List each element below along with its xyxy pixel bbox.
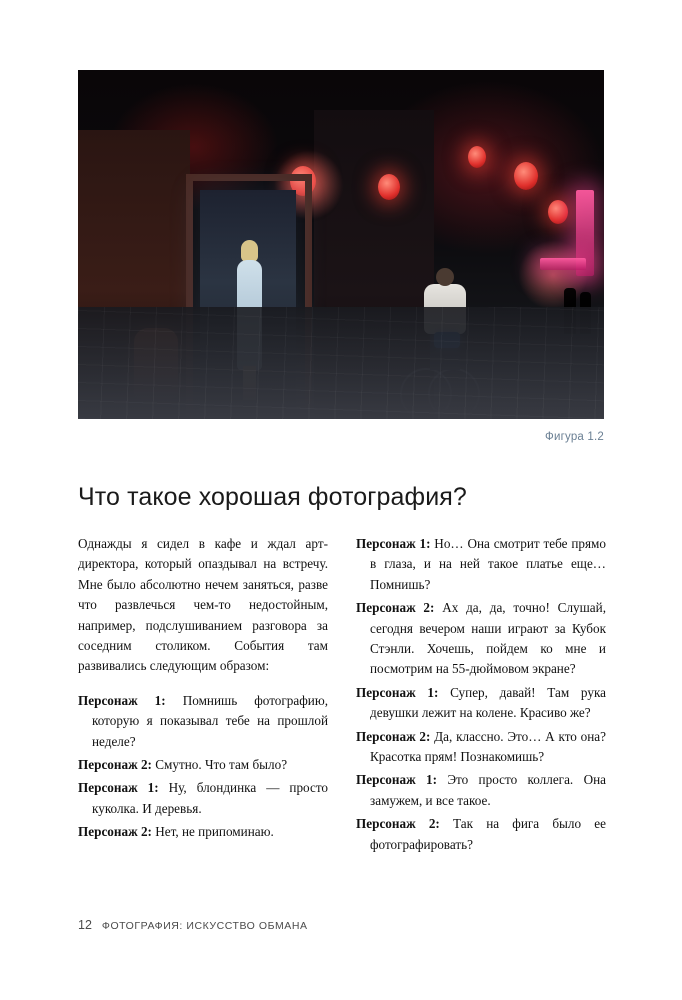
column-left — [78, 534, 328, 858]
page-footer — [78, 918, 308, 932]
street-pavement — [78, 307, 604, 419]
dialog-line — [356, 814, 606, 855]
speaker-label: Персонаж 2: — [356, 600, 435, 616]
lantern-icon — [468, 146, 486, 168]
dialog-text: Ну, блондинка — просто куколка. И деревья. — [92, 780, 329, 816]
speaker-label: Персонаж 1: — [78, 780, 159, 796]
column-right — [356, 534, 606, 858]
lantern-icon — [378, 174, 400, 200]
dialog-text: Так на фига было ее фотографировать? — [370, 816, 606, 852]
speaker-label: Персонаж 1: — [356, 684, 439, 700]
speaker-label: Персонаж 1: — [356, 772, 437, 788]
dialog-text: Это просто коллега. Она замужем, и все такое. — [370, 772, 606, 808]
dialog-line — [78, 822, 328, 842]
lantern-icon — [548, 200, 568, 224]
speaker-label: Персонаж 2: — [356, 728, 431, 744]
head — [436, 268, 454, 286]
night-street-photograph — [78, 70, 604, 419]
speaker-label: Персонаж 2: — [78, 824, 152, 840]
dialog-text: Супер, давай! Там рука девушки лежит на колене. Красиво же? — [370, 684, 607, 721]
dialog-text: Да, классно. Это… А кто она? Красотка прям! Познакомишь? — [370, 728, 607, 765]
speaker-label: Персонаж 1: — [356, 536, 431, 551]
running-head: ФОТОГРАФИЯ: ИСКУССТВО ОБМАНА — [101, 920, 308, 932]
dialog-text: Смутно. Что там было? — [151, 757, 288, 773]
dialog-text: Нет, не припоминаю. — [151, 824, 274, 840]
paragraph: Однажды я сидел в кафе и ждал арт-директора, который опаздывал на встречу. Мне было абсолютно нечем заняться, разве что развлечься чем-то недостойным, например, подслушиванием разговора за соседним столиком. События там развивались следующим образом: — [78, 536, 328, 674]
dialog-text: Ах да, да, точно! Слушай, сегодня вечером наши играют за Кубок Стэнли. Хочешь, пойдем ко мне и посмотрим на 55-дюймовом экране? — [370, 600, 607, 677]
dialog-line — [78, 691, 328, 752]
speaker-label: Персонаж 2: — [356, 816, 440, 832]
dialog-line — [78, 755, 328, 775]
dialog-text: Помнишь фотографию, которую я показывал тебе на прошлой неделе? — [92, 692, 328, 749]
speaker-label: Персонаж 2: — [78, 757, 152, 773]
dialog-text: Но… Она смотрит тебе прямо в глаза, и на ней такое платье еще… Помнишь? — [370, 536, 606, 592]
speaker-label: Персонаж 1: — [78, 692, 166, 708]
neon-sign — [540, 258, 586, 270]
dialog-line — [356, 770, 606, 811]
body-columns — [78, 534, 606, 858]
figure-block — [78, 70, 604, 443]
dialog-line — [356, 727, 606, 768]
lantern-icon — [514, 162, 538, 190]
dialog-line — [356, 598, 606, 680]
page-title: Что такое хорошая фотография? — [78, 482, 467, 511]
dialog-line — [356, 683, 606, 724]
dialog-line — [78, 778, 328, 819]
figure-caption: Фигура 1.2 — [545, 431, 604, 443]
hair — [241, 240, 258, 262]
page-number: 12 — [78, 918, 92, 932]
dialog-line — [356, 534, 606, 595]
